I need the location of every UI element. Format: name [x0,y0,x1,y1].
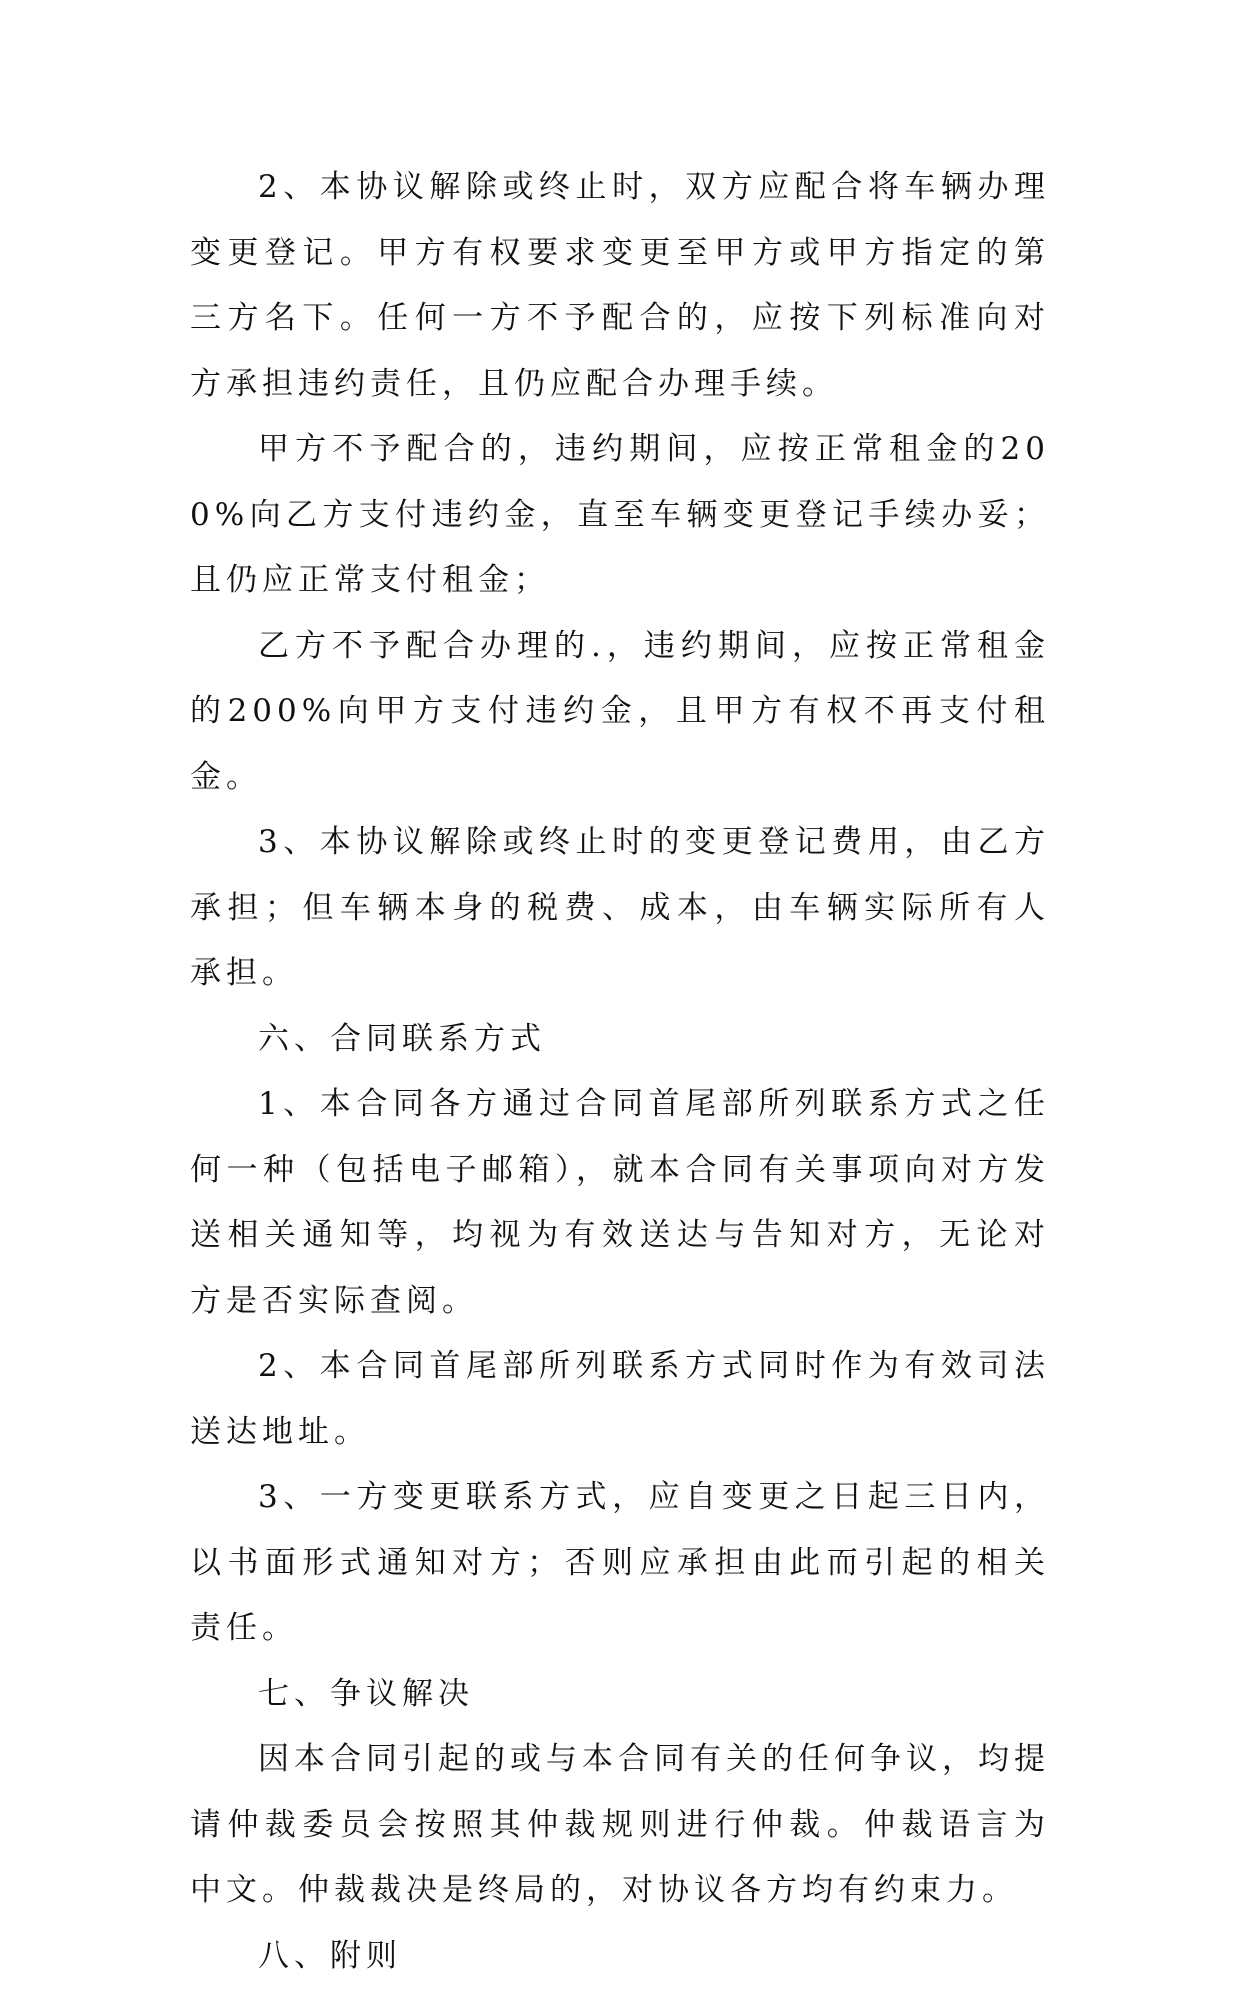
document-body [190,155,1050,1989]
paragraph-contact-clause-3: 3、一方变更联系方式，应自变更之日起三日内，以书面形式通知对方；否则应承担由此而引起的相关责任。 [190,1465,1050,1662]
paragraph-contact-clause-1: 1、本合同各方通过合同首尾部所列联系方式之任何一种（包括电子邮箱），就本合同有关事项向对方发送相关通知等，均视为有效送达与告知对方，无论对方是否实际查阅。 [190,1072,1050,1334]
section-heading-supplementary-provisions: 八、附则 [190,1924,1050,1989]
paragraph-party-b-penalty: 乙方不予配合办理的.，违约期间，应按正常租金的200%向甲方支付违约金，且甲方有权不再支付租金。 [190,614,1050,811]
paragraph-clause-2-vehicle-registration: 2、本协议解除或终止时，双方应配合将车辆办理变更登记。甲方有权要求变更至甲方或甲方指定的第三方名下。任何一方不予配合的，应按下列标准向对方承担违约责任，且仍应配合办理手续。 [190,155,1050,417]
paragraph-arbitration: 因本合同引起的或与本合同有关的任何争议，均提请仲裁委员会按照其仲裁规则进行仲裁。仲裁语言为中文。仲裁裁决是终局的，对协议各方均有约束力。 [190,1727,1050,1924]
section-heading-contact-methods: 六、合同联系方式 [190,1007,1050,1073]
paragraph-clause-3-registration-fees: 3、本协议解除或终止时的变更登记费用，由乙方承担；但车辆本身的税费、成本，由车辆实际所有人承担。 [190,810,1050,1007]
paragraph-contact-clause-2: 2、本合同首尾部所列联系方式同时作为有效司法送达地址。 [190,1334,1050,1465]
section-heading-dispute-resolution: 七、争议解决 [190,1662,1050,1728]
paragraph-party-a-penalty: 甲方不予配合的，违约期间，应按正常租金的200%向乙方支付违约金，直至车辆变更登记手续办妥；且仍应正常支付租金； [190,417,1050,614]
